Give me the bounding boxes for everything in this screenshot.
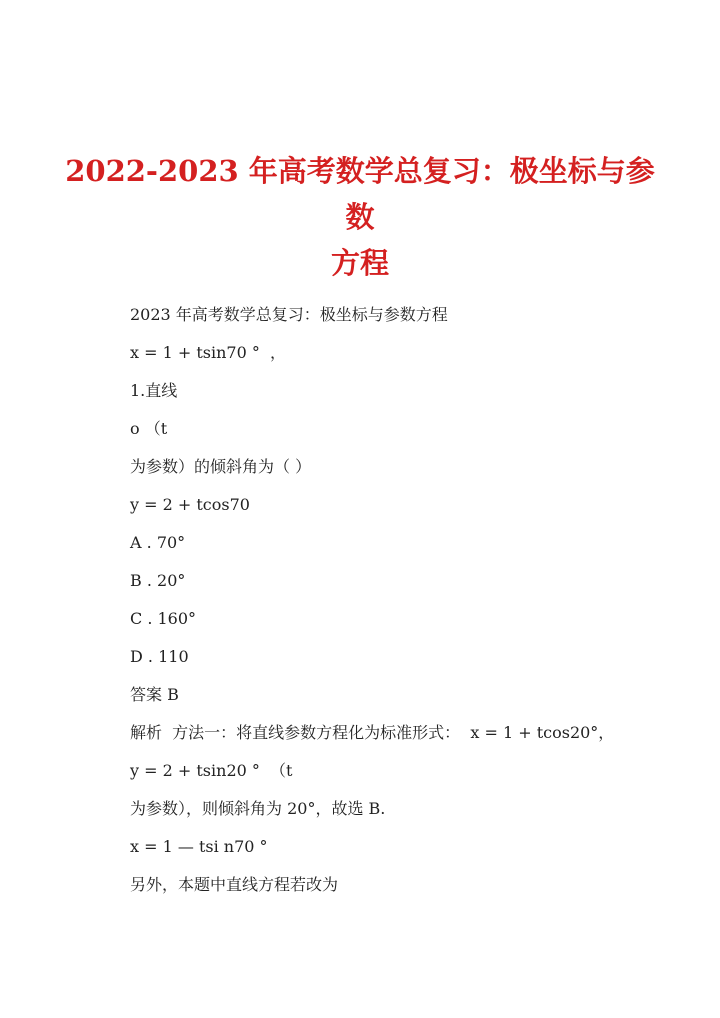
answer-line: 答案 B [130,685,179,704]
analysis-line-4: x = 1 — tsi n70 ° [130,837,268,856]
analysis-line-3: 为参数），则倾斜角为 20°，故选 B. [130,799,386,818]
title-line-2: 方程 [330,246,389,280]
title-line-1: 2022-2023 年高考数学总复习：极坐标与参数 [65,154,655,234]
option-c: C . 160° [130,609,197,628]
option-b: B . 20° [130,571,186,590]
analysis-line-5: 另外，本题中直线方程若改为 [130,875,339,894]
option-d: D . 110 [130,647,189,666]
document-body [130,296,670,904]
analysis-line-1: 解析 方法一：将直线参数方程化为标准形式： x = 1 + tcos20°， [130,723,615,742]
body-line-brace: o （t [130,419,168,438]
document-title [60,148,660,286]
body-line-question-number: 1.直线 [130,381,178,400]
body-line-x-equation: x = 1 + tsin70 ° ， [130,343,287,362]
body-line-question-text: 为参数）的倾斜角为（ ） [130,457,312,476]
analysis-line-2: y = 2 + tsin20 ° （t [130,761,293,780]
body-line-y-equation: y = 2 + tcos70 [130,495,250,514]
option-a: A . 70° [130,533,186,552]
body-line-subtitle: 2023 年高考数学总复习：极坐标与参数方程 [130,305,448,324]
